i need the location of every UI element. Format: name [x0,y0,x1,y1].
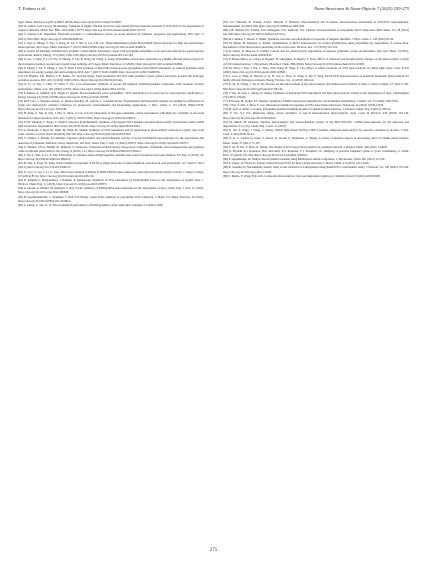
reference-entry: [58] T. Fatima, S. Husain, M. Khanuja, Superior photocatalytic and electrochemical activity of novel WS2/PANI nanocomposite for the degradation and detection of pollutants: antibiotic, heavy metal ions, and dyes, Chem. Eng. J. Adv. 12 (2022) 100373, https://doi.org/10.1016/j.ceja.2022.100373. [18,136,204,145]
reference-entry: [53] P. Kumar, A. Abhinav, R.K. Singh, D. Kumar, Electrochemically active polyaniline / WS2 nanohybrid as an electrode for supercapacitor application, J. Energy Storage 24 (2019) 100768, https://doi.org/10.1016/j.est.2019.100768. [18,90,204,99]
reference-entry: [64] A. Ghosh, A. Mishra, M. Khanuja, S. Ray, Facile synthesis of PANI@SnS2 nanocomposite for the degradation of dyes, Chem. Eng. J. Adv. 11 (2022), https://doi.org/10.1016/j.ceja.2022.100308. [18,186,204,195]
reference-entry: [45] W. Ashraf, S.H. Farooq, M. Khanuja, Synthesis of highly efficient novel two-step spatial 2D heterojunction material of WS2/Zn0 for the degradation of organic pollutants, Mater. Res. Bull. 126 (2020) 110775, https://doi.org/10.1016/j.materresbull.2020.110775. [18,24,204,33]
reference-entry: [47] L. Fan, G. Zhang, Z. Yao, L. Kang, H. Xu, F. Shi, Z. Lei, Z.H. Liu, Three-dimensional tubular MoS2/PANI hybrid electrode for high rate performance supercapacitor, ACS Appl. Mater. Interfaces 7 (2015) 28294-28302, https://doi.org/10.1021/acsami.5b08474. [18,40,204,49]
reference-entry: [57] A. Khurram, F. Iqbal, M. Jamil, M. Jamil, M. Shahid, Synthesis of WS2 nanosheets and its application in photocatalytic removal of organic dyes from water solution, Lecture Notes 48 (2018) 329-339, https://doi.org/10.1016/j.jallcom.2018.05.003. [18,128,204,137]
reference-entry: [75] K. Qi, B. Cheng, J. Yu, W. Ho, Review on the improvement of the photocatalytic and antibacterial activities of ZnO, J. Alloys Compd. 727 (2017) 792-820, https://doi.org/10.1016/j.jallcom.2017.08.142. [223,82,409,91]
reference-entry: [68] A.B. Mohan, P.O. Tundia, A.K. Mahapatra, S.K. Kulkarni, N.S. Chavan, Characterization of polyaniline-WO3 composites, Bull. Mater. Sci. 28 (2014) 641-646, https://doi.org/10.1007/s12034-014-0713-y. [223,28,409,37]
reference-entry: [46] V. Suresh, G.K. Rajendran, Exploring polymers: a comprehensive review on recent advances in synthesis, properties and applications, RSC Adv. 11 (2021) 5659-5697, https://doi.org/10.1039/d0ra09914b. [18,32,204,41]
reference-entry: [59] A. Sharma, S.N.A. Shaikh, M. Rehman, S. Sonawane, Ultrasonic-assisted ternary mesoporous composite of hematite, silver nanoparticles and graphene oxide as efficient photocatalyst, Sol. Energy 9 (2019) 1-12, https://doi.org/10.1038/s41598-019-53504-x. [18,144,204,153]
reference-entry: [88] R. Sonanki, D. Narasimhulu, Kinetic study of the oxidation of 4-nitrophenol using PANI/WS2: a mechanistic study, J. Environ. Sci. 120 (2022) 170-182, https://doi.org/10.1016/j.jes.2021.12.006. [223,165,409,174]
references-column-left [18,20,204,540]
header-journal: Nano-Structures & Nano-Objects 7 (2025) 259-275 [314,6,409,11]
reference-entry: [69] M.J. Akhtar, T. Hasan, F. Shakil, Synthesis, structure and photophysical properties of tungsten disulfide, J. Phys. Chem. C 126 (2022) 87-94. [223,36,394,41]
reference-entry: Appl. Mater. Interfaces 9 (2017) 40697-40706, https://doi.org/10.1021/acsami.7b13030. [18,20,122,24]
reference-entry: [76] J. Wei, W. Sun, L. Zhang, H. Zhang, Synthesis of functional WS2 nanosheets and their photocatalytic activity in the degradation of dyes, Chemosphere 270 (2021) 129443. [223,90,409,99]
reference-entry: [61] H. Zhu, S. Peng, W. Jiang, Electrochemical properties of PANI as single electrode of electrochemical capacitors in acid electrolytes, Sci. World J. 2013 (2013), https://doi.org/10.1155/2013/940153. [18,161,204,170]
reference-entry: [50] Y. Zhang, J. Xu, Y. Zhang, J. Liu, Y. Yuan, Facile synthesis of hierarchical mesoporous polyaniline-coated MoS2 nanosheets on reduced graphene oxide nanosheets for energy storage and electrocatalysis, RSC Adv. 7 (2017) 54491-54498, https://doi.org/10.1039/c7ra09979c. [18,65,204,74]
reference-entry: [83] X. Li, C. Garlisi, Q. Guan, S. Anwer, K. Al-Ali, G. Palmisano, L. Zheng, A review of material aspects in developing direct Z-scheme photocatalysts, Mater. Today 47 (2021) 75-107. [223,136,409,145]
running-header [18,6,409,16]
page-number: 275 [209,548,218,553]
reference-entry: [66] S. Cheng, L. Sun, X. Li, Electrochemical performance of PANI/graphene oxide composites, Polymers 14 (2022) 1588. [18,202,163,207]
reference-entry: [65] B. Sreedharamurthy, L. Krishnan, T. Paul, E.P. Hedge, Green facile synthesis of polyaniline WS2 composite, J. Mater. Sci. Mater. Electron. 32 (2021), https://doi.org/10.1007/s10854-021-06180-4. [18,194,204,203]
reference-entry: [89] S. Mehta, Y. Wang, B.K. Gill, Composite photocatalysts: dyes and degradation pathways, ChemistrySelect 8 (2023) e202300100. [223,173,381,178]
reference-entry: [85] N. Elgrishi, K.J. Rountree, B.D. McCarthy, E.S. Rountree, T.T. Eisenhart, J.L. Dempsey, A practical beginner's guide to cyclic voltammetry, J. Chem. Educ. 95 (2018) 197-206, https://doi.org/10.1021/acs.jchemed.7b00361. [223,148,409,157]
reference-entry: [62] X. Gou, Y. Liu, J. Li, G. Guo, Microwave-assisted synthesis of BiOCl/Bi2O3 nanocomposites with improved photocatalytic activity, J. Alloys Compd. 615 (2014) 85-92, https://doi.org/10.1016/j.jallcom.2014.06.156. [18,169,204,178]
reference-entry: [79] M. Asif, A. Khan, S. Kamal, Polyaniline modified titanium dioxide for enhanced photocatalysis, J. Environ. Chem. Eng. 9 (2021) 105312. [223,107,392,112]
reference-entry: [56] S.V.P. Vattikuti, C. Byon, V. Chitturi, Selective hydrothermally synthesis of hexagonal WO3 platelets and their photocatalytic performance under visible light irradiation, Superlattices Microstruct. 94 (2016) 39-50, https://doi.org/10.1016/j.spmi.2016.03.042. [18,119,204,128]
reference-entry: [86] P. Sajeshkumar, M. Nithya, Electrochemical sensing using PANI/metal sulfide composites, J. Electroanal. Chem. 901 (2021) 115749. [223,157,386,162]
reference-entry: [78] J. Wei, Y. Zhu, J. Zhou, Y. Cao, Photoelectrochemical properties of WS2-based heterostructures, Nanoscale 14 (2022) 11056-11070. [223,103,384,108]
reference-entry: [51] J.P. Hughes, F.D. Blanco, C.E. Banks, S.J. Rowley-Neale, Mass-producible 2D-WS2 bulk modified screen printed electrodes towards the hydrogen evolution reaction, RSC Adv. 9 (2019) 25003-25011, https://doi.org/10.1039/c9ra05342a. [18,74,204,83]
reference-entry: [54] R.H. Lara, J. Vazquez-Arenas, G. Ramos-Sanchez, M. Galvan, L. Lartundo-Rojas, Experimental and theoretical analysis accounting for differences of pyrite and chalcopyrite oxidative behaviors for prospective environmental and bioleaching applications, J. Phys. Chem. C 119 (2015) 18364-18379, https://doi.org/10.1021/acs.jpcc.5b05149. [18,98,204,112]
reference-entry: [67] U.S. Waseem, R. Arshad, A.M.S. Hussain, F. Hameed, Photochemical and Z-scheme photodetection mechanism in ZnO/WS2 heterojunction, Nanomaterials 10 (2023) 930, https://doi.org/10.3390/nano10051234. [223,20,409,29]
reference-entry: [77] P. Prasad, M. Sarkar, P.S. Sharma, Synthesis of PANI-based nanocomposites for environmental remediation, J. Mater. Sci. 55 (2020) 7240-7254. [223,98,399,103]
header-authors: T. Fatima et al. [18,6,47,11]
reference-entry: [82] X. Wu, Y. Wang, J. Wang, L. Zhang, Visible light driven WO3/g-C3N4 Z-scheme composite photocatalyst for selective oxidation of alcohol, J. Mol. Catal. A 450 (2018) 36-44. [223,128,409,137]
reference-entry: [73] M. Zhou, J. Yan, J. Wu, L. Shao, W.H. Jiang, H. Yuan, S. Lan, Effect of sulfur vacancies on WS2 photocatalysis in visible light, Appl. Catal. B 270 (2020), https://doi.org/10.1016/j.apcatb.2020.118863. [223,65,409,74]
reference-entry: [52] X. Li, Q. Xia, J. Chen, W. Chen, F. Yao, Low-temperature synthesis of porous 2D tungsten disulfide/graphene composites with excellent catalytic performance, Mater. Lett. 263 (2020) 127251, https://doi.org/10.1016/j.matlet.2019.127251. [18,82,204,91]
reference-entry: [71] K. Abbas, R. Masood, A. Usman, Carbon dots for photocatalytic degradation of aqueous pollutants: recent advancements, Adv. Opt. Mater. 9 (2021), https://doi.org/10.1002/adom.202001834. [223,49,409,58]
reference-entry: [70] M. Mittal, M. Khanuja, S. Kumar, Optimization of MoS2 nanostructure by surface modification using polyaniline for degradation of various dyes: Dependence of the fluorescence quenching on the active sites, Environ. Res. 175 (2019) 312-324. [223,40,409,49]
reference-entry: [49] X. Gu, J. Chen, Y. Li, Y. Wu, X. Huang, Y. Lin, B. Dong, M. Wang, Z. Kang, Polyaniline-carbon dots composites as a highly efficient electrocatalyst for the hydrogen evolution reaction and overall water splitting, ACS Appl. Mater. Interfaces 12 (2020), https://doi.org/10.1021/acsami.0c04384. [18,57,204,66]
reference-entry: [72] E. Badea-Dinca, A. Cafrea, P. Negoita, N. Gherghina, R. Banica, F. Rosu, Effect of structural and morphological changes on the photocatalytic activity of WO3 nanostructures, J. Photochem. Photobiol. Chem. 386 (2020), https://doi.org/10.1016/j.jphotochem.2019.112095. [223,57,409,66]
reference-entry: [81] M. Mittal, M. Khanuja, Superior photocatalytic and electrochemical activity of the Mo0.5W0.5S2 / PANI nanocomposite for the detection and degradation of Cr (VI), Chem. Eng. J. Adv. 13 (2023). [223,119,409,128]
references-column-right [223,20,409,540]
reference-entry: [60] S. Xu, L. Yan, X. Li, X. Ma, Fabrication of transition metal dichalcogenides quantum dots based on femtosecond laser ablation, Sci. Rep. 9 (2019) 1-9, https://doi.org/10.1038/s41598-019-38929-6. [18,153,204,162]
reference-entry: [87] R. Gupta, R. Tiwari, K. Kumar, Nanostructured WS2 for heavy metal detection, J. Mater. Chem. A 9 (2021) 1012-1020. [223,161,370,166]
reference-entry: [74] L. Guo, Z. Yang, K. Marcus, Z. Li, B. Luo, L. Zhou, X. Wang, Y. Du, Y. Yang, MoS2/TiO2 heterostructures as nonmetal plasmonic photocatalysts for highly efficient hydrogen evolution, Energy Environ. Sci. 11 (2018) 106-114. [223,74,409,83]
reference-entry: [48] A. Ikram, M. Khanuja, Template-free graphitic carbon nitride nanosheets coated with polyaniline nanofibers as an electrode material for supercapacitor applications, Renew. Energy 173 (2021) 1246-1256, https://doi.org/10.1016/j.renene.2021.02.104. [18,49,204,58]
reference-entry: [63] R. Ranjith, G. Renganathan, J. Ramesh, P. Kalaiselvan, Synthesis of WS2 nanosheets by hydrothermal route for the degradation of organic dyes, J. Environ. Chem. Eng. 11 (2023), https://doi.org/10.1016/j.jece.2023.109873. [18,177,204,187]
reference-entry: [55] H. Peng, G. Ma, K. Sun, J. Mu, X. Zhou, Z. Lei, A novel fabrication of nitrogen-containing carbon nanospheres with high rate capability as electrode materials for supercapacitors, RSC Adv. 5 (2015) 12034-12042, https://doi.org/10.1039/c4ra15097e. [18,111,204,120]
reference-entry: [80] Y. Liu, Y.J. Wu, Interfacial charge carrier dynamics of type-II heterojunction photocatalysts, Appl. Catal. B Environ. 236 (2018) 123-130, https://doi.org/10.1016/j.apcatb.2018.04.024. [223,111,409,120]
reference-entry: [84] Y. Lu, H. Wu, Y. Zhao, K. Zhang, The design of WS2 based photocatalysts for pollutant removal, J. Hazard. Mater. 406 (2021) 124620. [223,144,388,149]
